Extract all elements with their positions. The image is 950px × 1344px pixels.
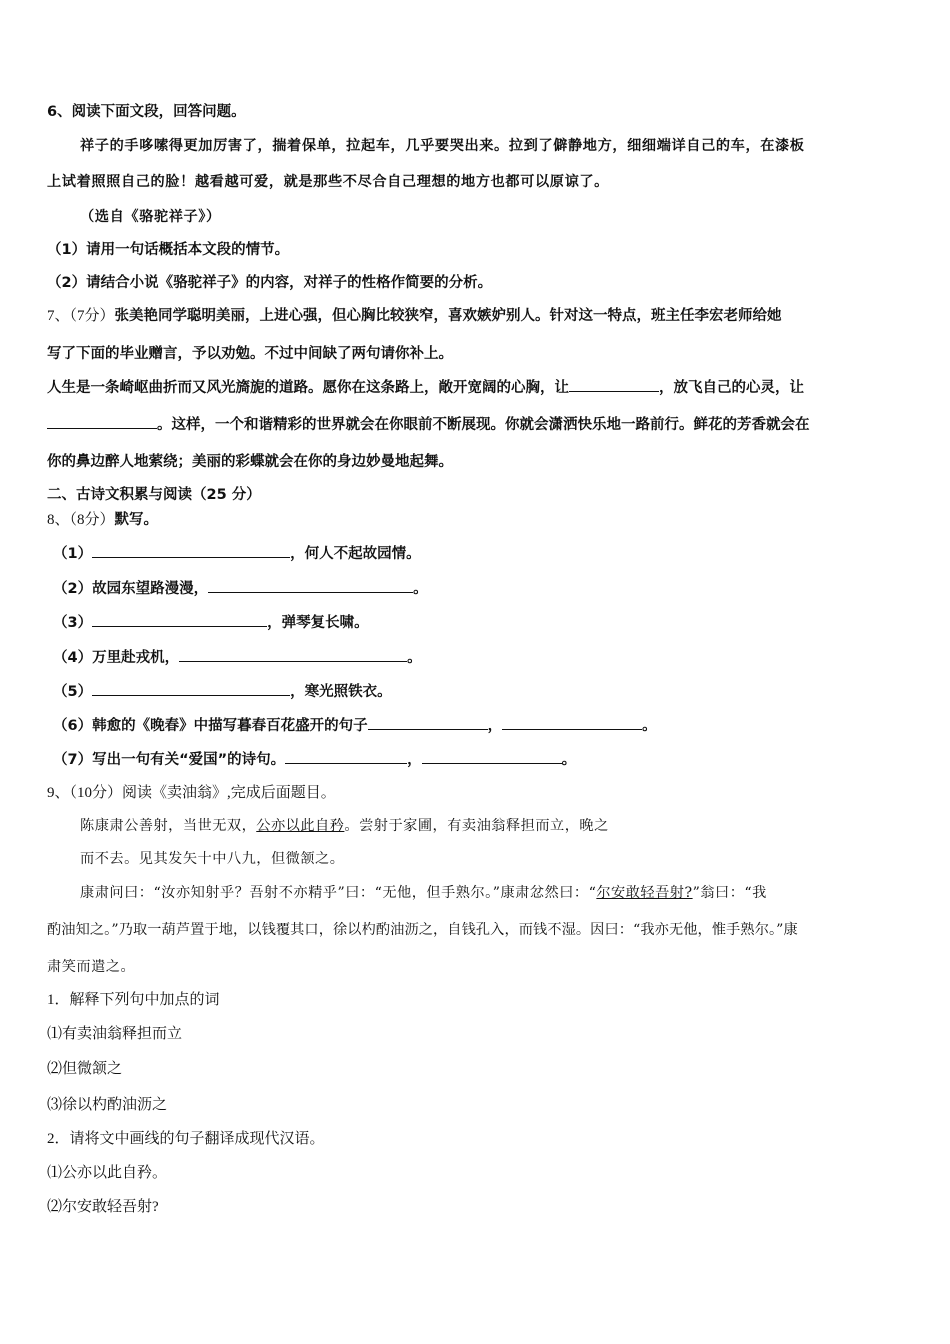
q7-blank-1[interactable] bbox=[569, 377, 659, 392]
q8-item-5-blank[interactable] bbox=[92, 681, 290, 696]
q9-passage-line-3 bbox=[80, 883, 767, 903]
q9-sub-question-1-item-1: ⑴有卖油翁释担而立 bbox=[47, 1026, 183, 1042]
q9-number: 9、（10分） bbox=[47, 785, 123, 801]
q8-item-7-blank-1[interactable] bbox=[285, 749, 407, 764]
q8-item-6-prefix: （6）韩愈的《晚春》中描写暮春百花盛开的句子 bbox=[53, 718, 368, 734]
q8-item-2-blank[interactable] bbox=[208, 578, 413, 593]
q8-item-6 bbox=[53, 715, 657, 736]
q6-title: 6、阅读下面文段，回答问题。 bbox=[47, 104, 246, 120]
q6-source: （选自《骆驼祥子》） bbox=[80, 209, 221, 225]
q9-passage-line-5: 肃笑而遣之。 bbox=[47, 959, 136, 975]
q8-item-4-prefix: （4）万里赴戎机， bbox=[53, 650, 180, 666]
q7-text-3a: 人生是一条崎岖曲折而又风光旖旎的道路。愿你在这条路上，敞开宽阔的心胸，让 bbox=[47, 380, 569, 396]
q8-item-1-blank[interactable] bbox=[92, 543, 290, 558]
q9-passage-line-2: 而不去。见其发矢十中八九，但微颔之。 bbox=[80, 851, 345, 867]
q7-line-5: 你的鼻边醉人地萦绕；美丽的彩蝶就会在你的身边妙曼地起舞。 bbox=[47, 454, 453, 470]
q7-line-3 bbox=[47, 377, 804, 398]
q8-item-3-text: ，弹琴复长啸。 bbox=[267, 615, 369, 631]
q7-line-2: 写了下面的毕业赠言，予以劝勉。不过中间缺了两句请你补上。 bbox=[47, 346, 453, 362]
q8-title: 默写。 bbox=[114, 512, 159, 528]
q9-p1-text-a: 陈康肃公善射，当世无双， bbox=[80, 818, 257, 834]
q7-text-3b: ，放飞自己的心灵，让 bbox=[659, 380, 804, 396]
q8-item-1 bbox=[53, 543, 421, 564]
q7-text-1: 张美艳同学聪明美丽，上进心强，但心胸比较狭窄，喜欢嫉妒别人。针对这一特点，班主任李宏老师给她 bbox=[114, 308, 782, 324]
q9-underlined-sentence-2: 尔安敢轻吾射? bbox=[596, 885, 693, 901]
q8-item-7 bbox=[53, 749, 576, 770]
q8-item-5-prefix: （5） bbox=[53, 684, 93, 700]
q8-item-3 bbox=[53, 612, 369, 633]
q8-item-7-prefix: （7）写出一句有关“爱国”的诗句。 bbox=[53, 752, 286, 768]
q8-item-1-prefix: （1） bbox=[53, 546, 93, 562]
q8-item-4-blank[interactable] bbox=[179, 647, 407, 662]
q7-line-4 bbox=[47, 414, 810, 435]
q9-sub-question-1-item-3: ⑶徐以杓酌油沥之 bbox=[47, 1097, 168, 1113]
q8-number: 8、（8分） bbox=[47, 512, 115, 528]
q6-passage-line-2: 上试着照照自己的脸！越看越可爱，就是那些不尽合自己理想的地方也都可以原谅了。 bbox=[47, 174, 609, 190]
q9-sub-question-2-item-1: ⑴公亦以此自矜。 bbox=[47, 1165, 168, 1181]
q8-item-5-text: ，寒光照铁衣。 bbox=[290, 684, 392, 700]
q7-number: 7、（7分） bbox=[47, 308, 115, 324]
q9-sub-question-1-item-2: ⑵但微颔之 bbox=[47, 1061, 123, 1077]
q7-line-1 bbox=[47, 306, 782, 326]
q8-item-2-text: 。 bbox=[413, 581, 428, 597]
q9-p3-text-b: ”翁曰：“我 bbox=[692, 885, 767, 901]
q8-header bbox=[47, 510, 158, 530]
q9-p3-text-a: 康肃问曰：“汝亦知射乎？吾射不亦精乎”曰：“无他，但手熟尔。”康肃忿然曰：“ bbox=[80, 885, 597, 901]
q9-sub-question-2-item-2: ⑵尔安敢轻吾射? bbox=[47, 1199, 159, 1215]
q9-passage-line-4: 酌油知之。”乃取一葫芦置于地，以钱覆其口，徐以杓酌油沥之，自钱孔入，而钱不湿。因曰：“我亦无他，惟手熟尔。”康 bbox=[47, 922, 798, 938]
q8-item-3-blank[interactable] bbox=[92, 612, 267, 627]
q6-sub-question-1: （1）请用一句话概括本文段的情节。 bbox=[47, 242, 290, 258]
q6-sub-question-2: （2）请结合小说《骆驼祥子》的内容，对祥子的性格作简要的分析。 bbox=[47, 275, 493, 291]
q9-title: 阅读《卖油翁》,完成后面题目。 bbox=[122, 785, 336, 801]
q9-sub-question-1: 1．解释下列句中加点的词 bbox=[47, 992, 220, 1008]
q8-item-7-end: 。 bbox=[561, 752, 577, 768]
section-2-title: 二、古诗文积累与阅读（25 分） bbox=[47, 487, 261, 503]
q8-item-1-text: ，何人不起故园情。 bbox=[290, 546, 421, 562]
q8-item-2 bbox=[53, 578, 428, 599]
q8-item-4 bbox=[53, 647, 422, 668]
q8-item-5 bbox=[53, 681, 392, 702]
q8-item-6-end: 。 bbox=[642, 718, 657, 734]
q9-underlined-sentence-1: 公亦以此自矜 bbox=[256, 818, 345, 834]
q9-sub-question-2: 2．请将文中画线的句子翻译成现代汉语。 bbox=[47, 1131, 325, 1147]
q8-item-7-blank-2[interactable] bbox=[422, 749, 562, 764]
q8-item-6-blank-2[interactable] bbox=[502, 715, 642, 730]
q8-item-7-comma: ， bbox=[407, 752, 422, 768]
q6-passage-line-1: 祥子的手哆嗦得更加厉害了，揣着保单，拉起车，几乎要哭出来。拉到了僻静地方，细细端详自己的车，在漆板 bbox=[80, 138, 805, 154]
q8-item-2-prefix: （2）故园东望路漫漫， bbox=[53, 581, 209, 597]
q9-passage-line-1 bbox=[80, 816, 609, 836]
q7-text-4: 。这样，一个和谐精彩的世界就会在你眼前不断展现。你就会潇洒快乐地一路前行。鲜花的芳香就会在 bbox=[157, 417, 810, 433]
q8-item-4-text: 。 bbox=[407, 650, 422, 666]
q8-item-6-comma: ， bbox=[487, 718, 503, 734]
q8-item-6-blank-1[interactable] bbox=[368, 715, 488, 730]
q9-header bbox=[47, 783, 336, 803]
q7-blank-2[interactable] bbox=[47, 414, 157, 429]
q9-p1-text-b: 。尝射于家圃，有卖油翁释担而立，晚之 bbox=[344, 818, 609, 834]
q8-item-3-prefix: （3） bbox=[53, 615, 93, 631]
